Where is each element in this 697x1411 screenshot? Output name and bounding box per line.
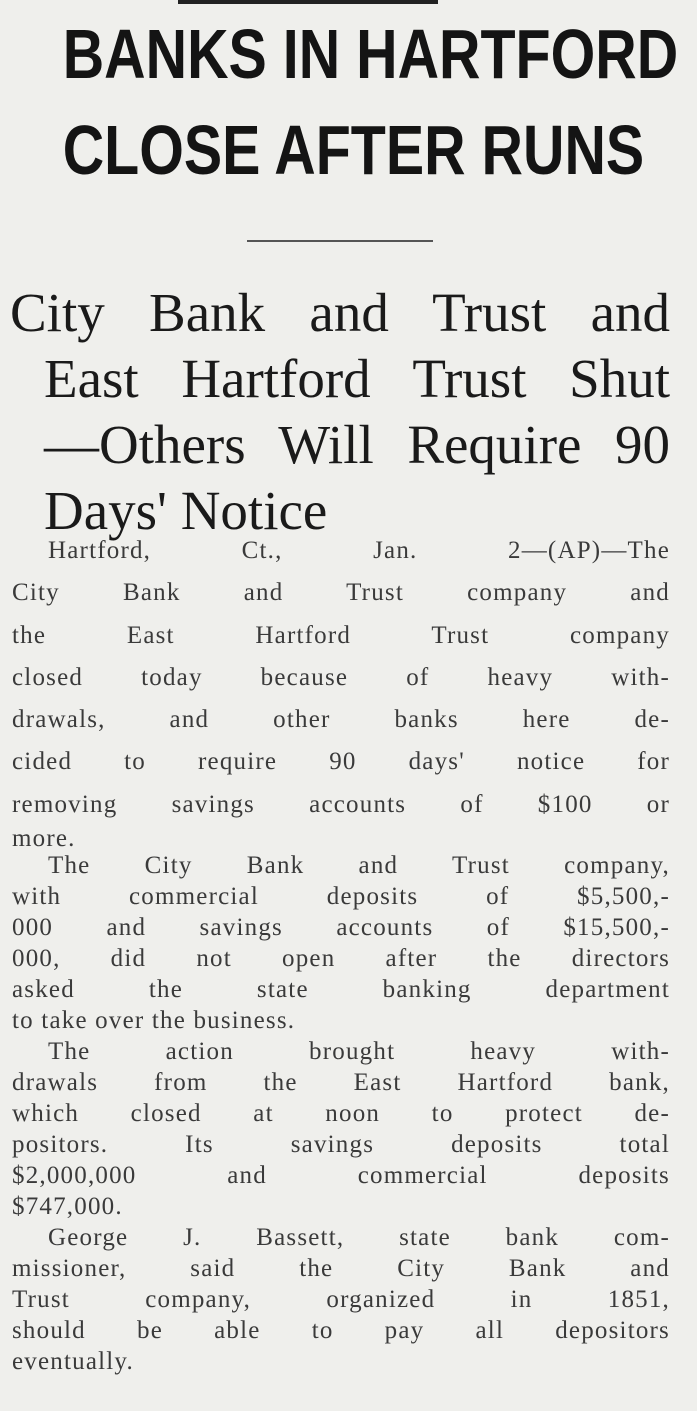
headline-line: CLOSE AFTER RUNS (62, 111, 645, 189)
text-line: 000 and savings accounts of $15,500,- (12, 914, 670, 942)
subheadline-line: City Bank and Trust and (10, 282, 670, 343)
text-line: more. (12, 826, 76, 853)
paragraph (12, 530, 670, 852)
article-body (12, 530, 670, 1377)
headline-divider (247, 240, 433, 242)
headline (62, 6, 679, 198)
text-line: The action brought heavy with- (48, 1038, 670, 1066)
text-line: Hartford, Ct., Jan. 2—(AP)—The (48, 537, 670, 564)
text-line: removing savings accounts of $100 or (12, 790, 670, 818)
text-line: drawals, and other banks here de- (12, 706, 670, 734)
top-rule (178, 0, 438, 4)
text-line: drawals from the East Hartford bank, (12, 1069, 670, 1097)
paragraph (12, 1222, 670, 1377)
paragraph (12, 850, 670, 1036)
text-line: asked the state banking department (12, 976, 670, 1004)
text-line: should be able to pay all depositors (12, 1317, 670, 1345)
text-line: positors. Its savings deposits total (12, 1131, 670, 1159)
subheadline-line: Days' Notice (44, 480, 328, 541)
text-line: City Bank and Trust company and (12, 579, 670, 607)
text-line: eventually. (12, 1348, 134, 1376)
text-line: Trust company, organized in 1851, (12, 1286, 670, 1314)
subheadline (10, 280, 670, 544)
text-line: with commercial deposits of $5,500,- (12, 883, 670, 911)
text-line: to take over the business. (12, 1007, 296, 1035)
text-line: the East Hartford Trust company (12, 621, 670, 649)
text-line: The City Bank and Trust company, (48, 852, 670, 880)
text-line: missioner, said the City Bank and (12, 1255, 670, 1283)
text-line: cided to require 90 days' notice for (12, 748, 670, 776)
subheadline-line: —Others Will Require 90 (44, 414, 670, 475)
text-line: 000, did not open after the directors (12, 945, 670, 973)
text-line: $747,000. (12, 1193, 123, 1221)
text-line: $2,000,000 and commercial deposits (12, 1162, 670, 1190)
text-line: George J. Bassett, state bank com- (48, 1224, 670, 1252)
subheadline-line: East Hartford Trust Shut (44, 348, 670, 409)
text-line: which closed at noon to protect de- (12, 1100, 670, 1128)
paragraph (12, 1036, 670, 1222)
headline-line: BANKS IN HARTFORD (62, 15, 679, 93)
text-line: closed today because of heavy with- (12, 663, 670, 691)
